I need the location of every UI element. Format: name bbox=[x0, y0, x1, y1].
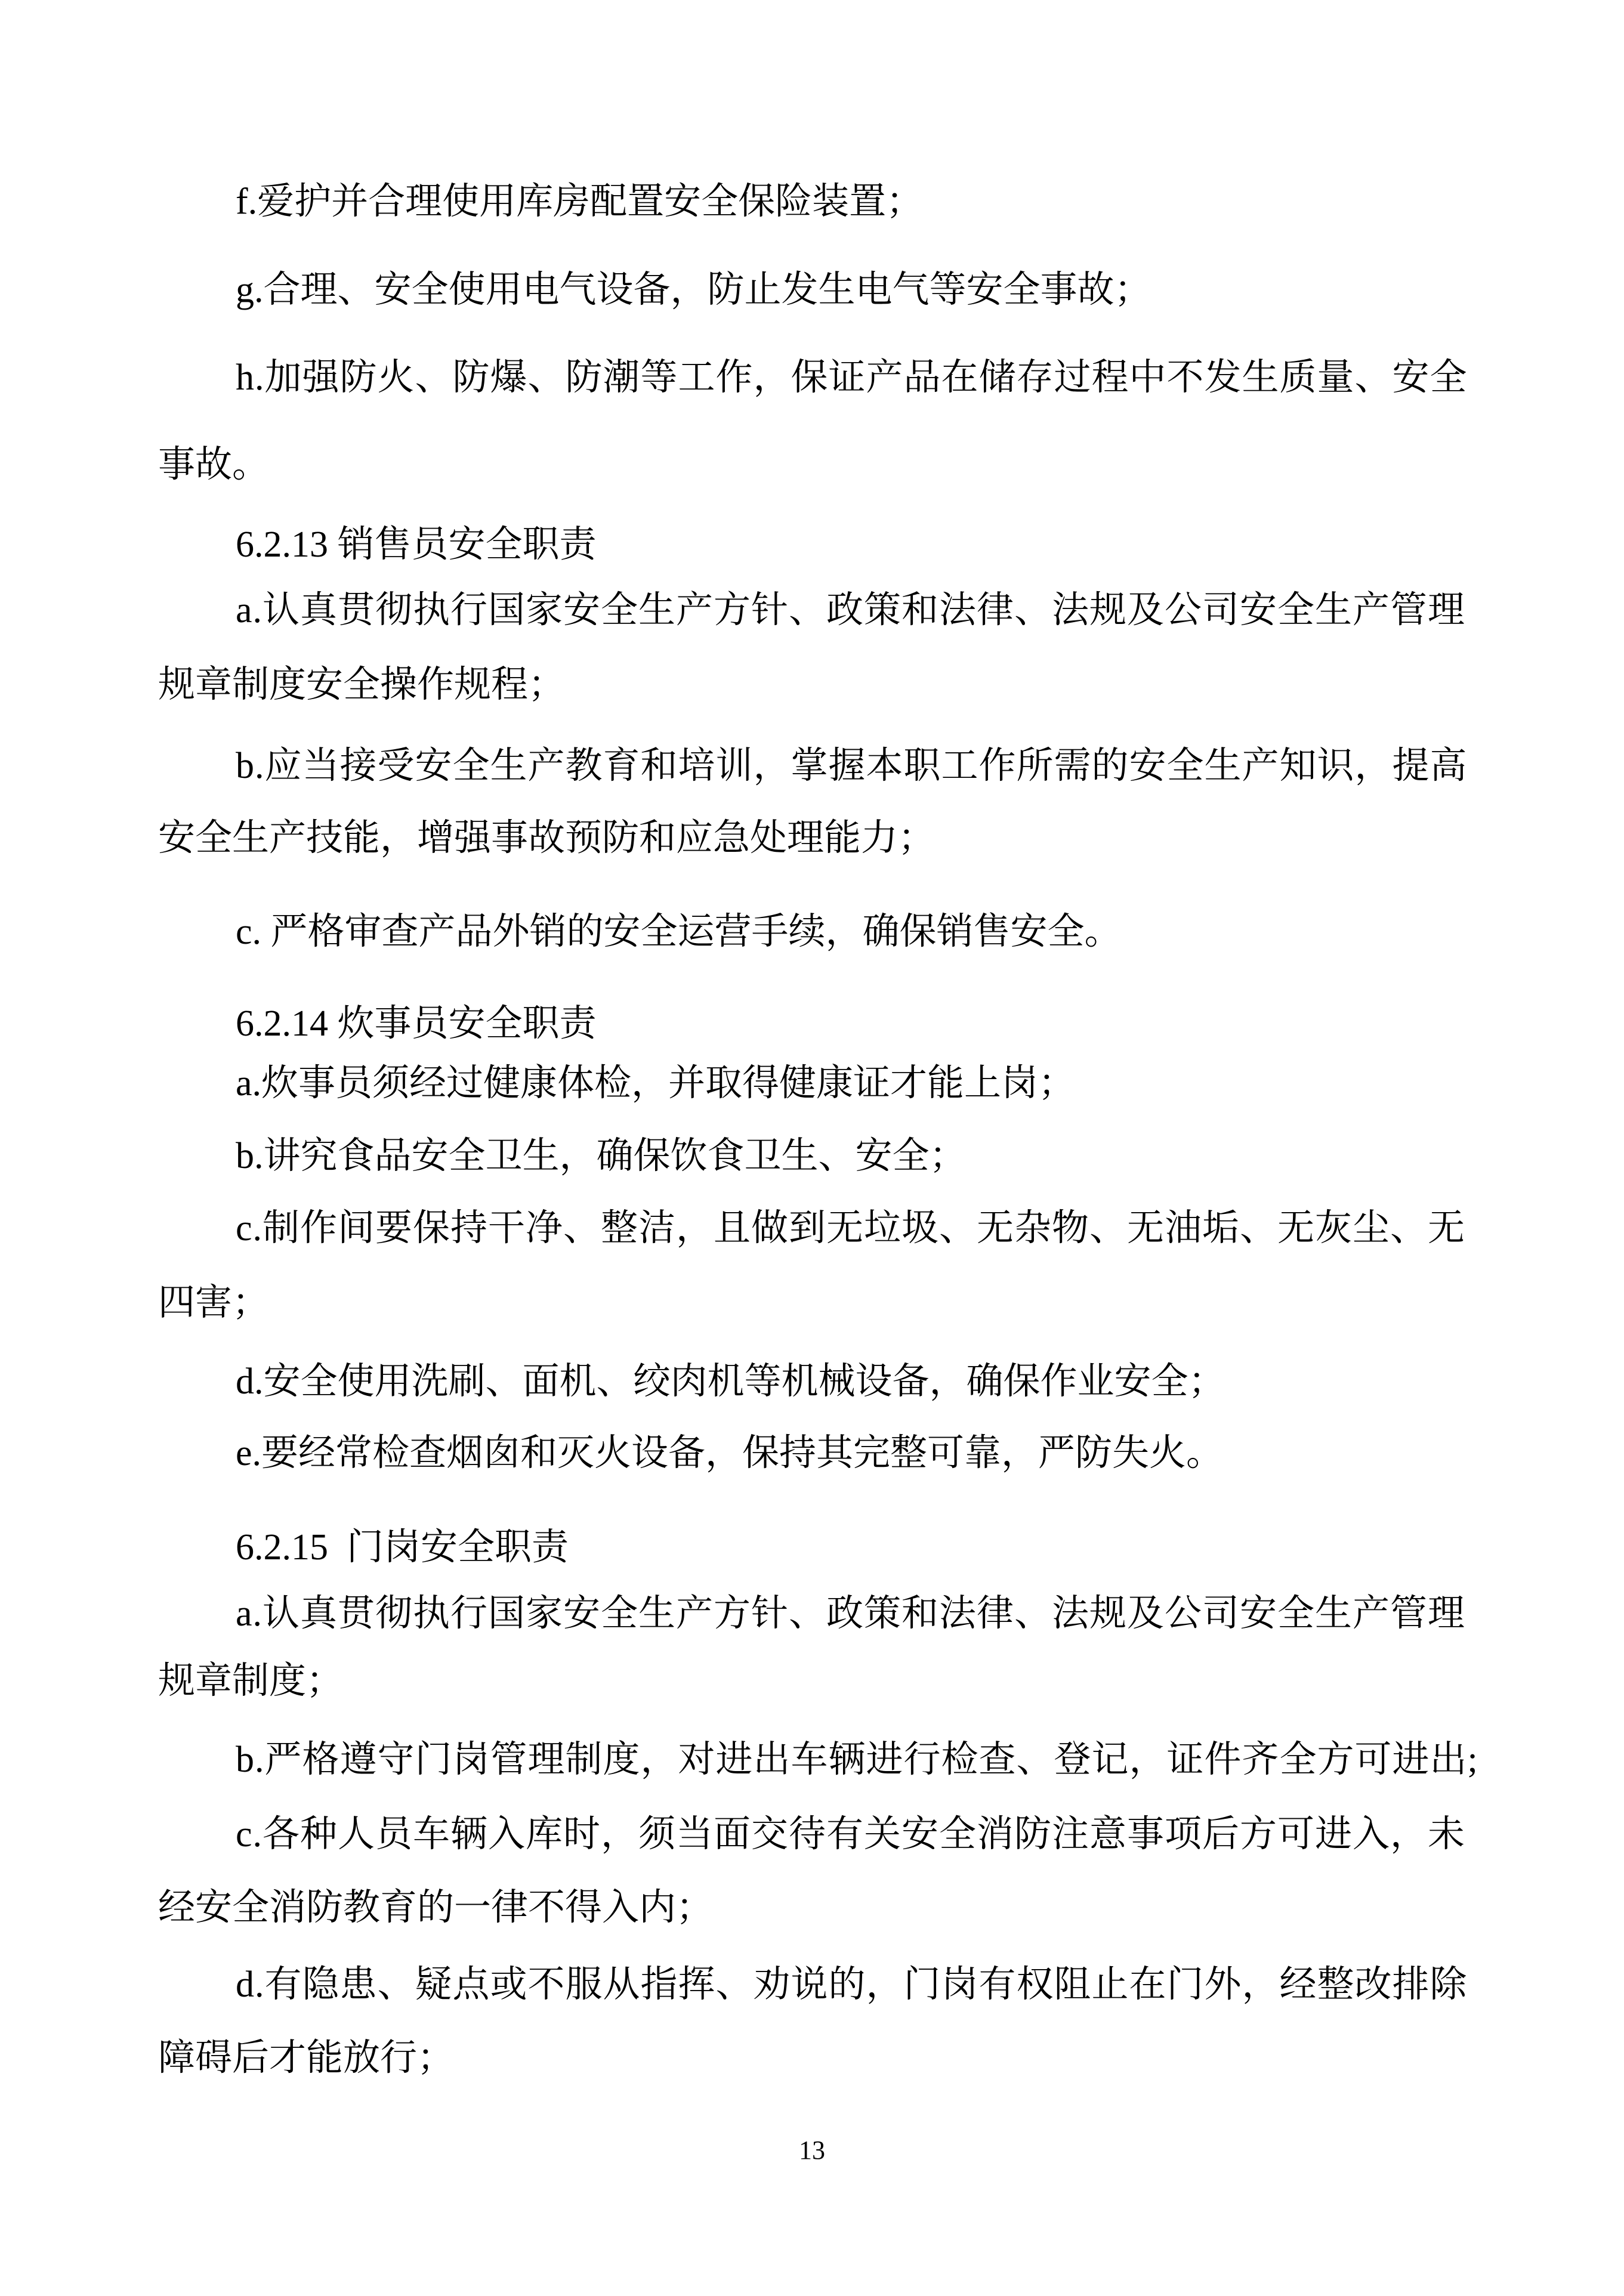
document-line: d.有隐患、疑点或不服从指挥、劝说的，门岗有权阻止在门外，经整改排除 bbox=[236, 1964, 1468, 2005]
document-line: h.加强防火、防爆、防潮等工作，保证产品在储存过程中不发生质量、安全 bbox=[236, 357, 1468, 398]
document-line: f.爱护并合理使用库房配置安全保险装置； bbox=[236, 181, 924, 222]
document-line: 四害； bbox=[158, 1283, 270, 1323]
document-line: g.合理、安全使用电气设备，防止发生电气等安全事故； bbox=[236, 270, 1151, 310]
document-line: 事故。 bbox=[158, 444, 270, 485]
document-line: c.各种人员车辆入库时，须当面交待有关安全消防注意事项后方可进入，未 bbox=[236, 1814, 1466, 1855]
document-line: a.炊事员须经过健康体检，并取得健康证才能上岗； bbox=[236, 1063, 1076, 1104]
section-heading-6-2-14: 6.2.14 炊事员安全职责 bbox=[236, 1003, 597, 1044]
document-line: a.认真贯彻执行国家安全生产方针、政策和法律、法规及公司安全生产管理 bbox=[236, 1593, 1466, 1634]
document-line: 障碍后才能放行； bbox=[158, 2038, 455, 2078]
document-line: a.认真贯彻执行国家安全生产方针、政策和法律、法规及公司安全生产管理 bbox=[236, 590, 1466, 631]
document-line: c. 严格审查产品外销的安全运营手续，确保销售安全。 bbox=[236, 911, 1122, 952]
document-line: b.严格遵守门岗管理制度，对进出车辆进行检查、登记，证件齐全方可进出; bbox=[236, 1739, 1478, 1780]
document-line: 规章制度安全操作规程； bbox=[158, 665, 566, 705]
document-line: b.讲究食品安全卫生，确保饮食卫生、安全； bbox=[236, 1136, 967, 1176]
document-line: c.制作间要保持干净、整洁，且做到无垃圾、无杂物、无油垢、无灰尘、无 bbox=[236, 1208, 1466, 1249]
page-number: 13 bbox=[799, 2136, 825, 2165]
section-heading-6-2-13: 6.2.13 销售员安全职责 bbox=[236, 524, 597, 565]
document-line: d.安全使用洗刷、面机、绞肉机等机械设备，确保作业安全； bbox=[236, 1361, 1225, 1402]
document-line: 经安全消防教育的一律不得入内； bbox=[158, 1887, 714, 1928]
document-line: 安全生产技能，增强事故预防和应急处理能力； bbox=[158, 818, 936, 858]
document-line: 规章制度； bbox=[158, 1661, 344, 1701]
document-line: b.应当接受安全生产教育和培训，掌握本职工作所需的安全生产知识，提高 bbox=[236, 746, 1468, 786]
document-line: e.要经常检查烟囱和灭火设备，保持其完整可靠，严防失火。 bbox=[236, 1433, 1224, 1473]
section-heading-6-2-15: 6.2.15 门岗安全职责 bbox=[236, 1527, 569, 1568]
